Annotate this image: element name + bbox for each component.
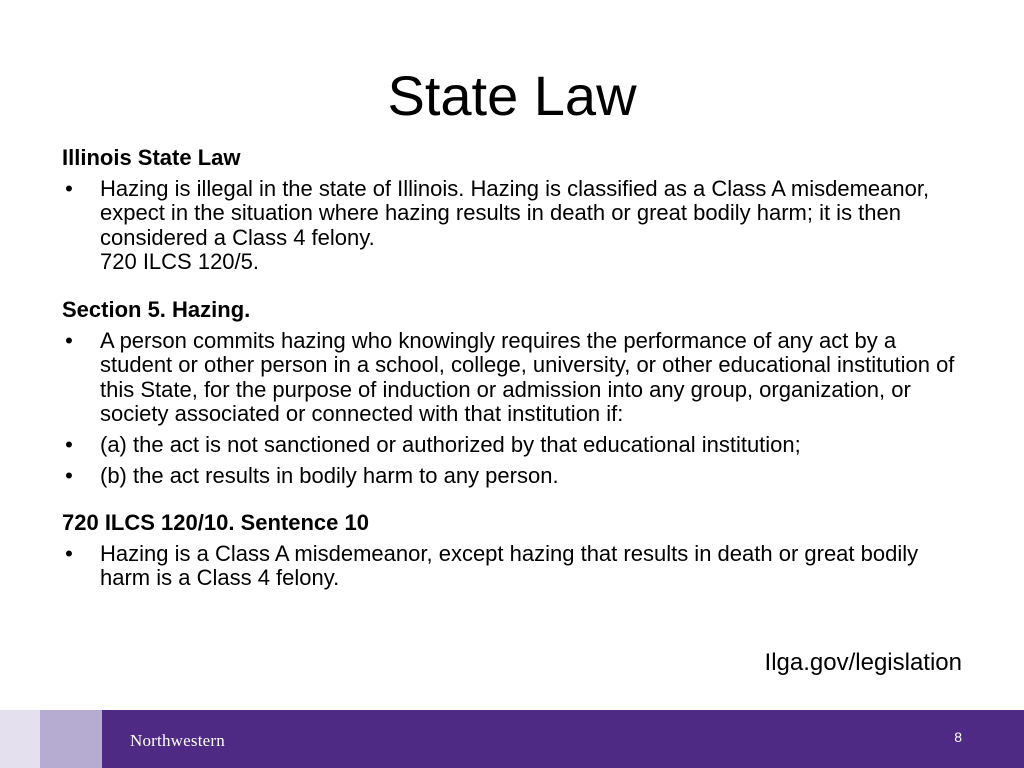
bullet-list	[62, 542, 962, 591]
page-number: 8	[954, 729, 962, 745]
bullet-list	[62, 329, 962, 489]
bullet-icon: •	[65, 540, 73, 566]
bullet-text: (a) the act is not sanctioned or authorized by that educational institution;	[100, 431, 801, 457]
bullet-icon: •	[65, 462, 73, 488]
list-item	[62, 542, 962, 591]
source-link-text: Ilga.gov/legislation	[764, 649, 962, 676]
section-heading-section-5: Section 5. Hazing.	[62, 296, 251, 322]
bullet-icon: •	[65, 431, 73, 457]
northwestern-logo: Northwestern	[130, 731, 225, 750]
slide-title: State Law	[387, 64, 637, 127]
slide-content	[62, 146, 962, 597]
section-heading-illinois-state-law: Illinois State Law	[62, 145, 241, 170]
footer-bar	[0, 710, 1024, 768]
list-item	[62, 464, 962, 489]
bullet-icon: •	[65, 327, 73, 353]
footer-accent-light	[0, 710, 40, 768]
list-item	[62, 329, 962, 427]
bullet-text: (b) the act results in bodily harm to any person.	[100, 462, 559, 488]
citation-text: 720 ILCS 120/5.	[100, 249, 260, 275]
bullet-text: Hazing is a Class A misdemeanor, except hazing that results in death or great bodily harm is a Class 4 felony.	[100, 540, 919, 591]
bullet-list	[62, 177, 962, 275]
bullet-icon: •	[65, 175, 73, 201]
bullet-text: Hazing is illegal in the state of Illinois. Hazing is classified as a Class A misdemeanor, expect in the situation where hazing results in death or great bodily harm; it is then considered a Class 4 felony.	[100, 175, 930, 250]
list-item	[62, 177, 962, 275]
bullet-text: A person commits hazing who knowingly requires the performance of any act by a student or other person in a school, college, university, or other educational institution of this State, for the purpose of induction or admission into any group, organization, or society associated or connected with that institution if:	[100, 327, 955, 427]
section-heading-720-ilcs: 720 ILCS 120/10. Sentence 10	[62, 510, 369, 536]
footer-accent-mid	[40, 710, 102, 768]
list-item	[62, 433, 962, 458]
